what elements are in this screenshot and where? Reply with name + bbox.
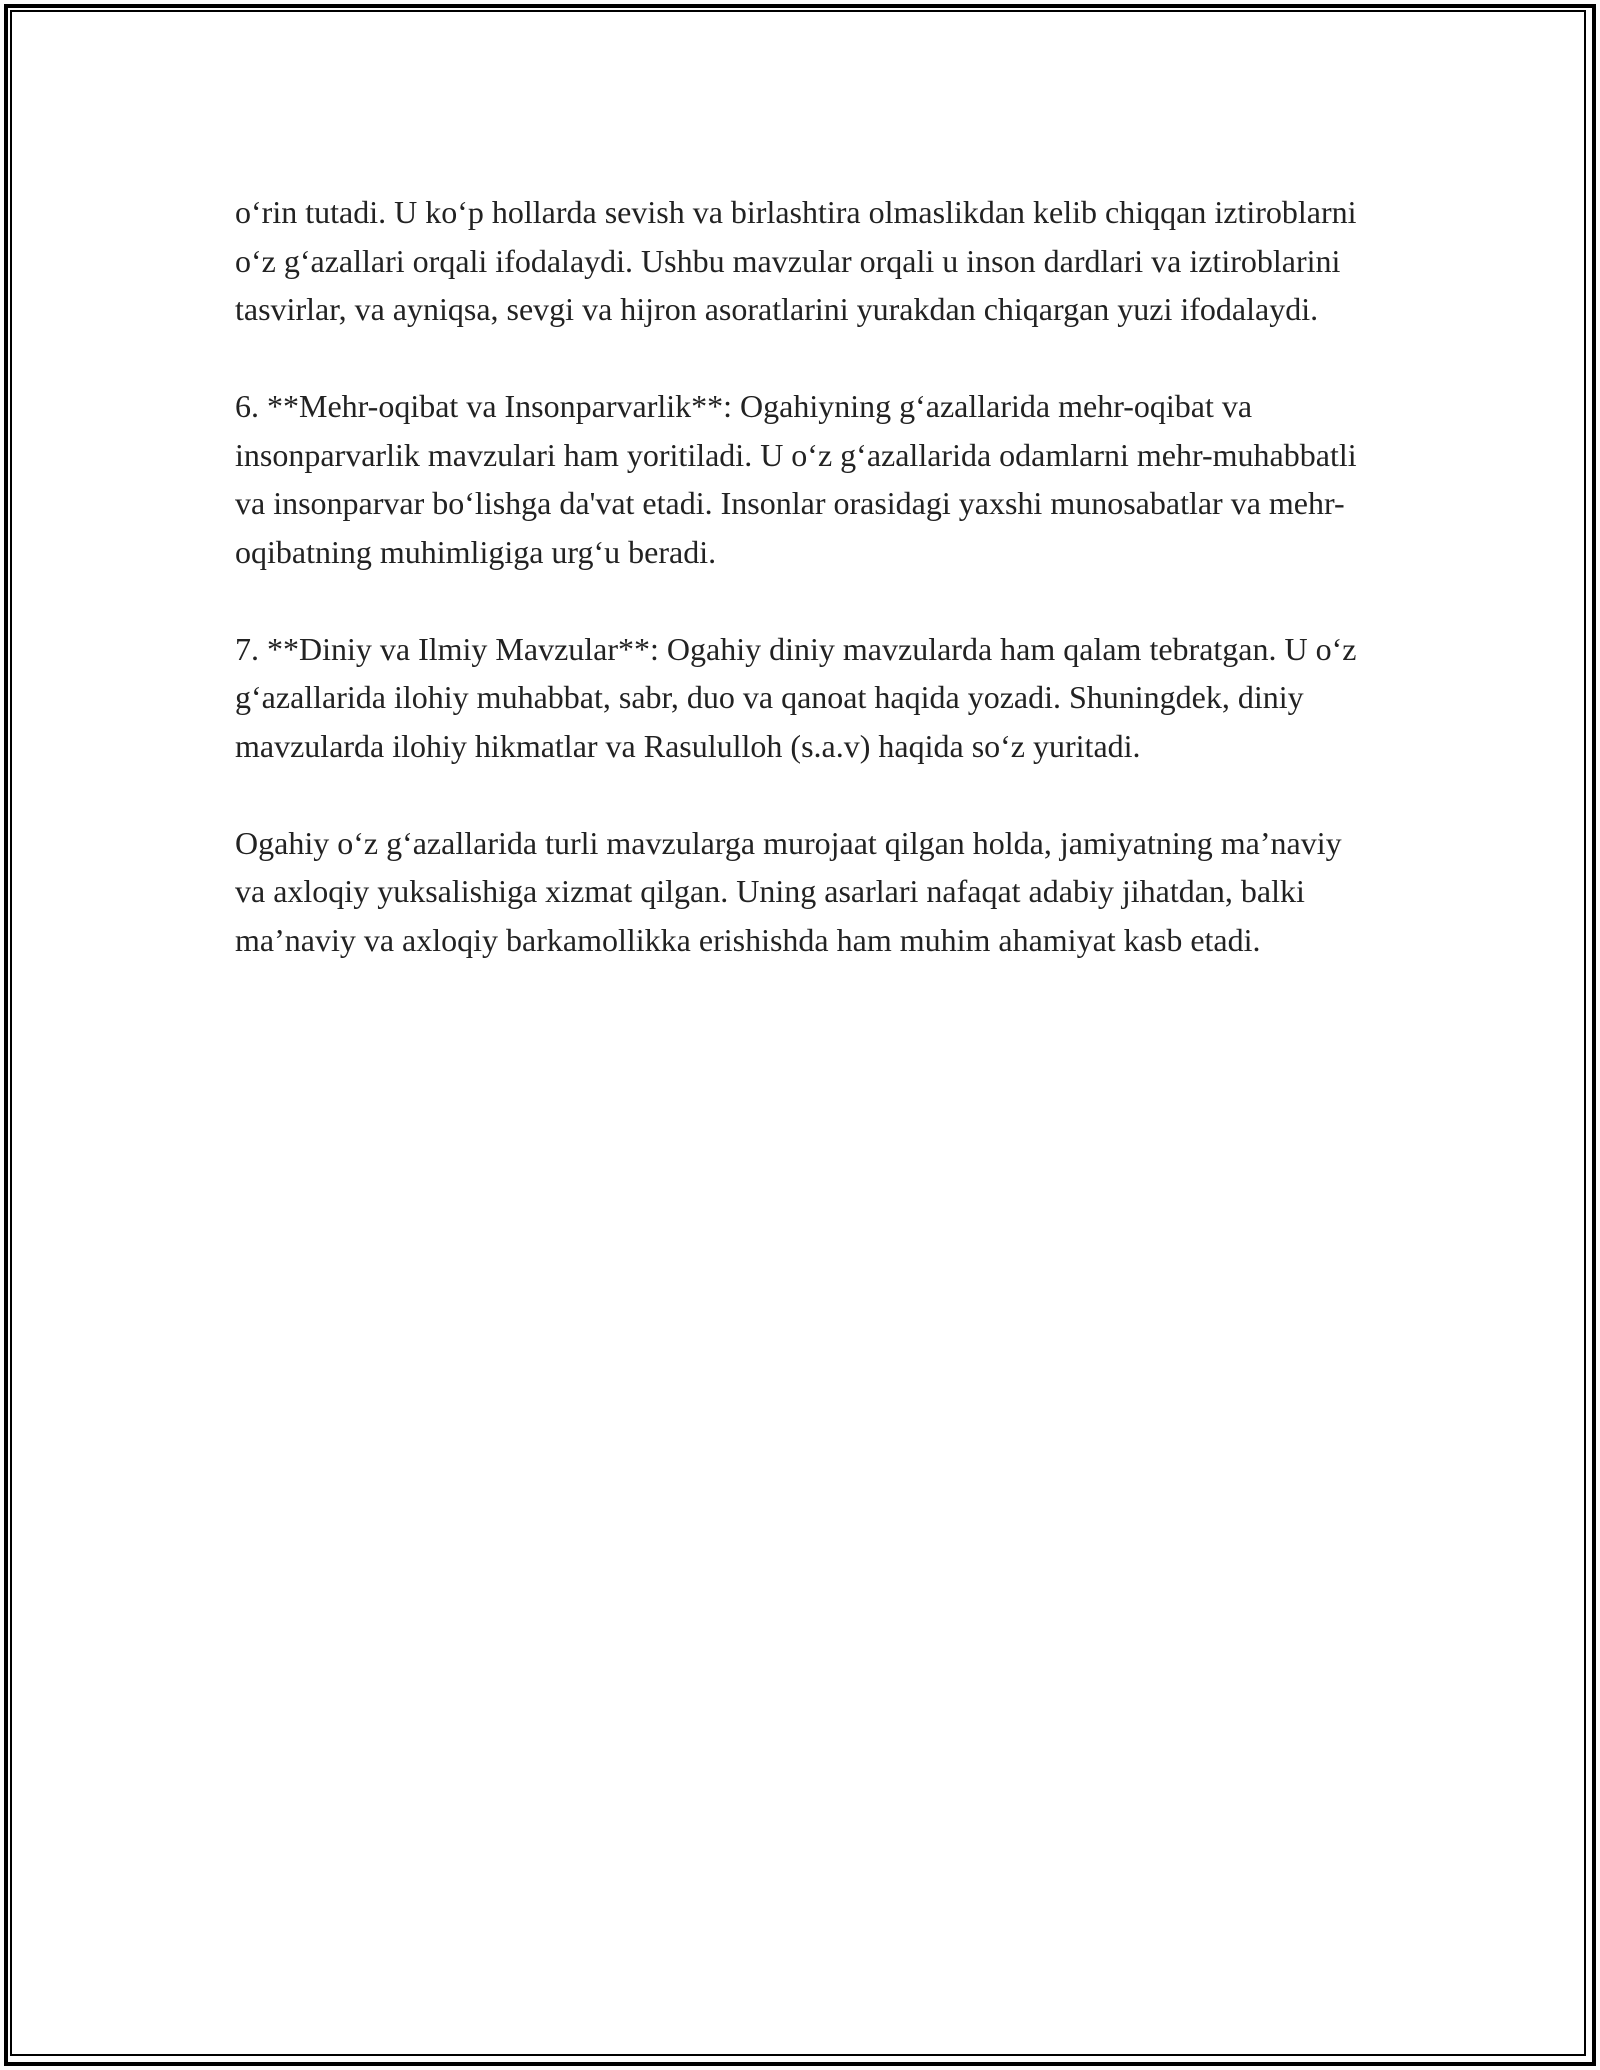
paragraph-conclusion: Ogahiy o‘z g‘azallarida turli mavzularga murojaat qilgan holda, jamiyatning ma’naviy va axloqiy yuksalishiga xizmat qilgan. Uning asarlari nafaqat adabiy jihatdan, balki ma’naviy va axloqiy barkamollikka erishishda ham muhim ahamiyat kasb etadi. <box>235 824 1342 958</box>
paragraph-item-6: 6. **Mehr-oqibat va Insonparvarlik**: Ogahiyning g‘azallarida mehr-oqibat va insonparvarlik mavzulari ham yoritiladi. U o‘z g‘azallarida odamlarni mehr-muhabbatli va insonparvar bo‘lishga da'vat etadi. Insonlar orasidagi yaxshi munosabatlar va mehr-oqibatning muhimligiga urg‘u beradi. <box>235 388 1357 570</box>
document-body <box>235 188 1375 964</box>
paragraph-item-7: 7. **Diniy va Ilmiy Mavzular**: Ogahiy diniy mavzularda ham qalam tebratgan. U o‘z g‘azallarida ilohiy muhabbat, sabr, duo va qanoat haqida yozadi. Shuningdek, diniy mavzularda ilohiy hikmatlar va Rasululloh (s.a.v) haqida so‘z yuritadi. <box>235 630 1357 764</box>
paragraph-continuation: o‘rin tutadi. U ko‘p hollarda sevish va birlashtira olmaslikdan kelib chiqqan iztiroblarni o‘z g‘azallari orqali ifodalaydi. Ushbu mavzular orqali u inson dardlari va iztiroblarini tasvirlar, va ayniqsa, sevgi va hijron asoratlarini yurakdan chiqargan yuzi ifodalaydi. <box>235 194 1357 327</box>
